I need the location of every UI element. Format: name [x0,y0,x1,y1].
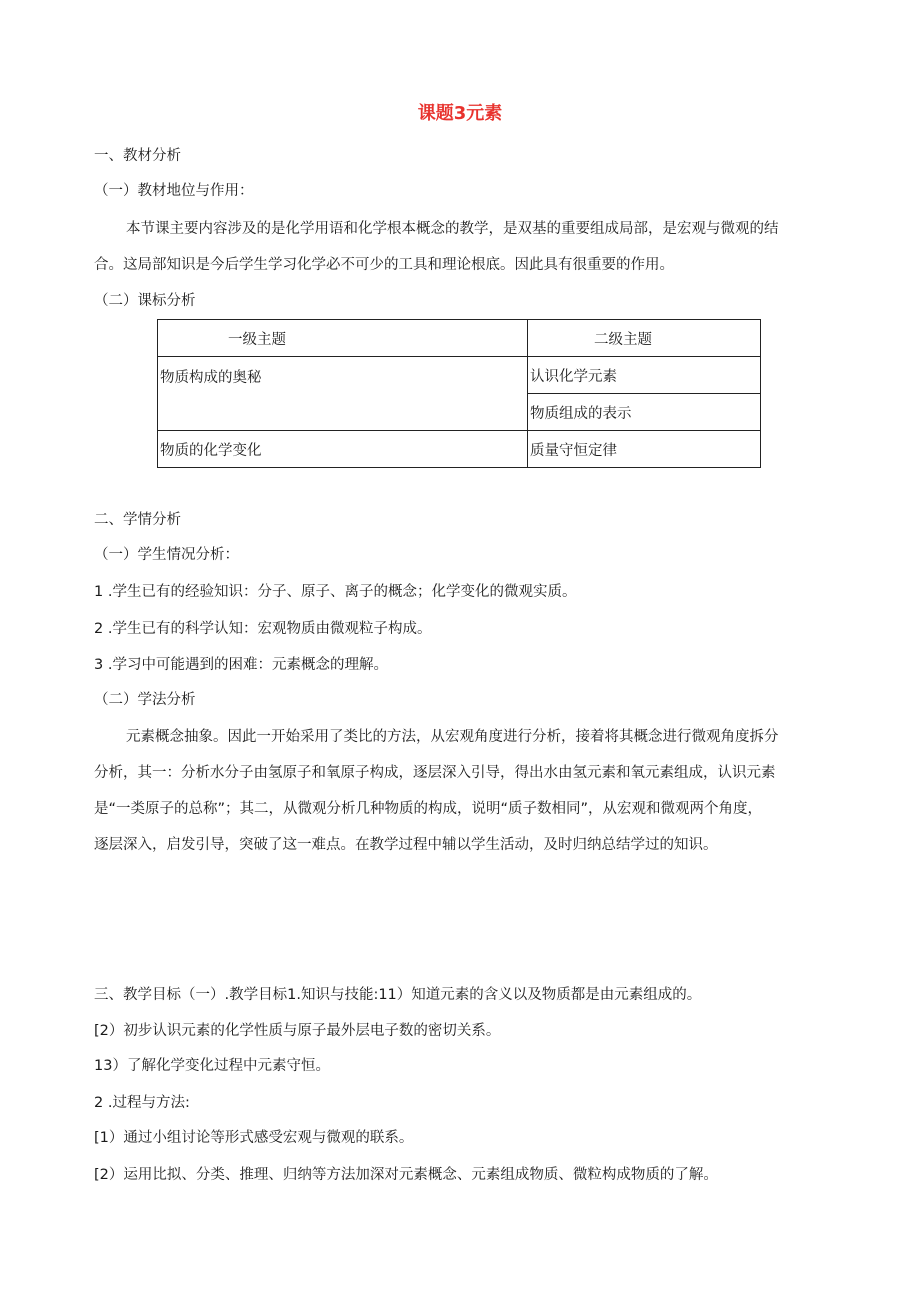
table-row [158,431,761,468]
paragraph-1-line-1: 本节课主要内容涉及的是化学用语和化学根本概念的教学，是双基的重要组成局部，是宏观与微观的结 [126,221,779,237]
table-header-cell: 二级主题 [528,320,761,357]
section-heading-2: 二、学情分析 [94,512,181,528]
paragraph-2-line-4: 逐层深入，启发引导，突破了这一难点。在教学过程中辅以学生活动，及时归纳总结学过的知识。 [94,837,718,853]
paragraph-1-line-2: 合。这局部知识是今后学生学习化学必不可少的工具和理论根底。因此具有很重要的作用。 [94,257,674,273]
list-item: 2 .学生已有的科学认知：宏观物质由微观粒子构成。 [94,621,432,637]
table-cell: 质量守恒定律 [528,431,761,468]
subheading-1-1: （一）教材地位与作用： [94,183,254,199]
list-item: 3 .学习中可能遇到的困难：元素概念的理解。 [94,657,388,673]
table-cell: 物质组成的表示 [528,394,761,431]
table-cell: 认识化学元素 [528,357,761,394]
subheading-2-1: （一）学生情况分析： [94,547,239,563]
objective-line: 2 .过程与方法: [94,1095,190,1111]
objective-line: [1）通过小组讨论等形式感受宏观与微观的联系。 [94,1130,414,1146]
table-cell: 物质的化学变化 [158,431,528,468]
subheading-2-2: （二）学法分析 [94,692,196,708]
curriculum-table [157,319,761,468]
table-cell: 物质构成的奥秘 [158,357,528,431]
objective-line: [2）初步认识元素的化学性质与原子最外层电子数的密切关系。 [94,1023,501,1039]
paragraph-2-line-2: 分析，其一：分析水分子由氢原子和氧原子构成，逐层深入引导，得出水由氢元素和氧元素组成，认识元素 [94,765,776,781]
page-title: 课题3元素 [417,103,503,124]
list-item: 1 .学生已有的经验知识：分子、原子、离子的概念；化学变化的微观实质。 [94,584,577,600]
paragraph-2-line-1: 元素概念抽象。因此一开始采用了类比的方法，从宏观角度进行分析，接着将其概念进行微观角度拆分 [126,729,779,745]
objective-line: [2）运用比拟、分类、推理、归纳等方法加深对元素概念、元素组成物质、微粒构成物质的了解。 [94,1167,718,1183]
table-header-row [158,320,761,357]
section-heading-3: 三、教学目标（一）.教学目标1.知识与技能:11）知道元素的含义以及物质都是由元素组成的。 [94,987,702,1003]
objective-line: 13）了解化学变化过程中元素守恒。 [94,1058,330,1074]
paragraph-2-line-3: 是“一类原子的总称”；其二，从微观分析几种物质的构成，说明“质子数相同”，从宏观和微观两个角度， [94,801,763,817]
table-row [158,357,761,394]
subheading-1-2: （二）课标分析 [94,293,196,309]
table-header-cell: 一级主题 [158,320,528,357]
section-heading-1: 一、教材分析 [94,148,181,164]
